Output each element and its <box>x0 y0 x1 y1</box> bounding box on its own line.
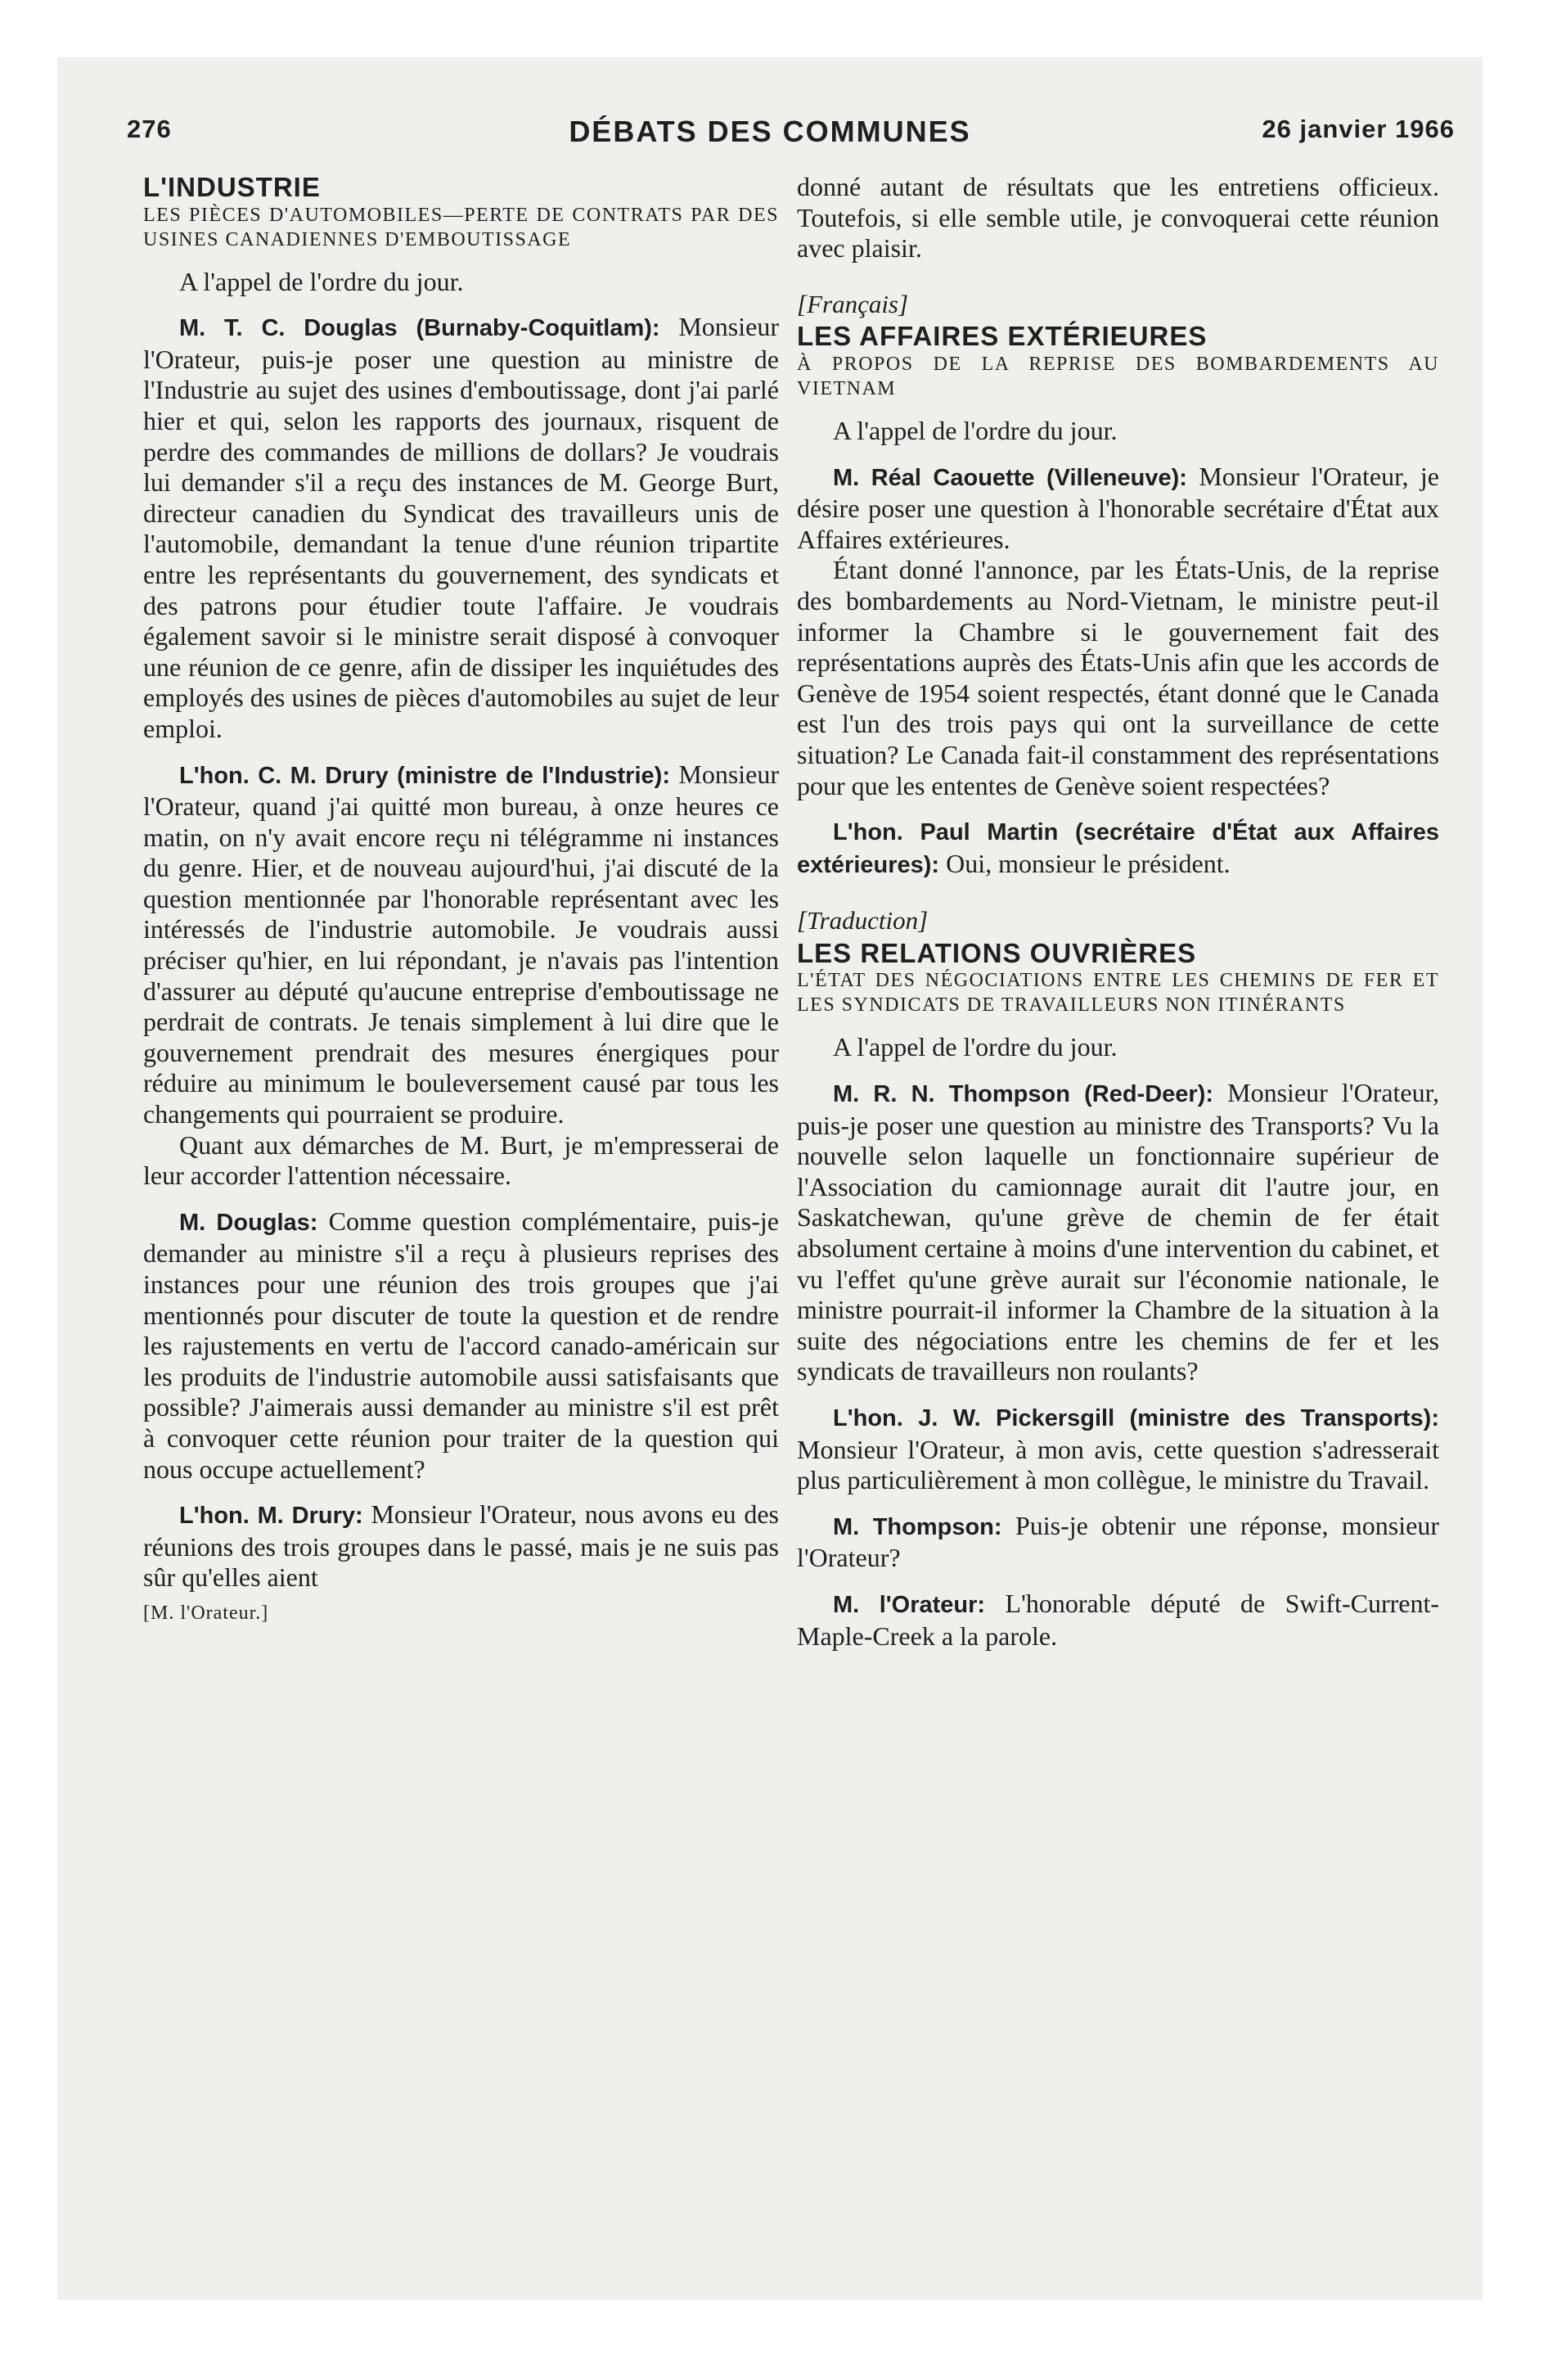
order-call: A l'appel de l'ordre du jour. <box>833 1032 1118 1062</box>
speaker-name: L'hon. Paul Martin (secrétaire d'État aux Affaires extérieures): <box>797 819 1439 878</box>
document-page <box>57 57 1483 2300</box>
speech-paragraph <box>797 1589 1439 1652</box>
speech-continuation: donné autant de résultats que les entretiens officieux. Toutefois, si elle semble utile, je convoquerai cette réunion avec plaisir. <box>797 172 1439 264</box>
speaker-name: L'hon. C. M. Drury (ministre de l'Industrie): <box>179 762 670 789</box>
speech-text: Monsieur l'Orateur, puis-je poser une question au ministre des Transports? Vu la nouvelle selon laquelle un fonctionnaire supérieur de l'Association du camionnage aurait dit l'autre jour, en Saskatchewan, qu'une grève de chemin de fer était absolument certaine à moins d'une intervention du cabinet, et vu l'effet qu'une grève aurait sur l'économie nationale, le ministre pourrait-il informer la Chambre de la situation à la suite des négociations entre les chemins de fer et les syndicats de travailleurs non roulants? <box>797 1078 1440 1386</box>
speaker-name: M. R. N. Thompson (Red-Deer): <box>833 1081 1214 1108</box>
speech-paragraph <box>143 1130 779 1192</box>
speech-text: Monsieur l'Orateur, je désire poser une question à l'honorable secrétaire d'État aux Affaires extérieures. <box>797 461 1439 554</box>
speaker-name: M. T. C. Douglas (Burnaby-Coquitlam): <box>179 315 660 342</box>
speaker-name: M. l'Orateur: <box>833 1591 986 1618</box>
speech-paragraph <box>143 312 779 744</box>
order-call: A l'appel de l'ordre du jour. <box>833 415 1118 445</box>
language-note: [Traduction] <box>797 906 929 935</box>
section-title: LES AFFAIRES EXTÉRIEURES <box>797 321 1208 352</box>
speech-text: Monsieur l'Orateur, nous avons eu des réunions des trois groupes dans le passé, mais je ne suis pas sûr qu'elles aient <box>143 1499 779 1593</box>
language-note: [Français] <box>797 289 909 318</box>
speech-paragraph <box>143 760 779 1130</box>
page-date: 26 janvier 1966 <box>1262 115 1455 143</box>
speech-text: Quant aux démarches de M. Burt, je m'empresserai de leur accorder l'attention nécessaire. <box>143 1129 779 1191</box>
section-subtitle: L'ÉTAT DES NÉGOCIATIONS ENTRE LES CHEMINS DE FER ET LES SYNDICATS DE TRAVAILLEURS NON ITINÉRANTS <box>797 970 1439 1016</box>
speech-text: Puis-je obtenir une réponse, monsieur l'Orateur? <box>797 1510 1440 1573</box>
speech-text: Étant donné l'annonce, par les États-Unis, de la reprise des bombardements au Nord-Vietnam, le ministre peut-il informer la Chambre si le gouvernement fait des représentations auprès des États-Unis afin que les accords de Genève de 1954 soient respectés, étant donné que le Canada est l'un des trois pays qui ont la surveillance de cette situation? Le Canada fait-il constamment des représentations pour que les ententes de Genève soient respectées? <box>797 555 1439 800</box>
speech-paragraph <box>797 816 1439 881</box>
left-column <box>143 172 779 1629</box>
speaker-name: M. Réal Caouette (Villeneuve): <box>833 464 1187 491</box>
speech-text: Monsieur l'Orateur, puis-je poser une question au ministre de l'Industrie au sujet des usines d'emboutissage, dont j'ai parlé hier et qui, selon les rapports des journaux, risquent de perdre des commandes de millions de dollars? Je voudrais lui demander s'il a reçu des instances de M. George Burt, directeur canadien du Syndicat des travailleurs unis de l'automobile, demandant la tenue d'une réunion tripartite entre les représentants du gouvernement, des syndicats et des patrons pour étudier toute l'affaire. Je voudrais également savoir si le ministre serait disposé à convoquer une réunion de ce genre, afin de dissiper les inquiétudes des employés des usines de pièces d'automobiles au sujet de leur emploi. <box>143 312 779 743</box>
right-column <box>797 172 1439 1652</box>
page-number: 276 <box>127 115 172 143</box>
speech-text: Comme question complémentaire, puis-je demander au ministre s'il a reçu à plusieurs reprises des instances pour une réunion des trois groupes que j'ai mentionnés pour discuter de toute la question et de rendre les rajustements en vertu de l'accord canado-américain sur les produits de l'industrie automobile aussi satisfaisants que possible? J'aimerais aussi demander au ministre s'il est prêt à convoquer cette réunion pour traiter de la question qui nous occupe actuellement? <box>143 1206 779 1484</box>
order-call: A l'appel de l'ordre du jour. <box>179 266 464 296</box>
speech-text: Monsieur l'Orateur, quand j'ai quitté mon bureau, à onze heures ce matin, on n'y avait encore reçu ni télégramme ni instances du genre. Hier, et de nouveau aujourd'hui, j'ai discuté de la question mentionnée par l'honorable représentant avec les intéressés de l'industrie automobile. Je voudrais aussi préciser qu'hier, en lui répondant, je n'avais pas l'intention d'assurer au député qu'aucune entreprise d'emboutissage ne perdrait de contrats. Je tenais simplement à lui dire que le gouvernement prendrait des mesures énergiques pour réduire au minimum le bouleversement causé par tous les changements qui pourraient se produire. <box>143 759 780 1129</box>
speech-paragraph <box>797 555 1439 801</box>
speech-text: L'honorable député de Swift-Current-Maple-Creek a la parole. <box>797 1588 1439 1651</box>
speaker-name: M. Douglas: <box>179 1209 318 1236</box>
section-subtitle: À PROPOS DE LA REPRISE DES BOMBARDEMENTS AU VIETNAM <box>797 353 1439 399</box>
speech-paragraph <box>797 1402 1439 1496</box>
section-title: L'INDUSTRIE <box>143 172 321 202</box>
section-subtitle: LES PIÈCES D'AUTOMOBILES—PERTE DE CONTRATS PAR DES USINES CANADIENNES D'EMBOUTISSAGE <box>143 204 779 250</box>
speaker-name: M. Thompson: <box>833 1513 1002 1540</box>
speech-text: Monsieur l'Orateur, à mon avis, cette question s'adresserait plus particulièrement à mon collègue, le ministre du Travail. <box>797 1434 1439 1495</box>
speech-paragraph <box>797 462 1439 556</box>
speech-paragraph <box>143 1206 779 1485</box>
speaker-name: L'hon. J. W. Pickersgill (ministre des Transports): <box>833 1405 1439 1431</box>
speaker-name: L'hon. M. Drury: <box>179 1503 363 1530</box>
speech-paragraph <box>797 1511 1439 1574</box>
speech-paragraph <box>143 1499 779 1593</box>
section-title: LES RELATIONS OUVRIÈRES <box>797 937 1197 968</box>
running-title: DÉBATS DES COMMUNES <box>569 115 971 148</box>
footer-note: [M. l'Orateur.] <box>143 1602 269 1624</box>
speech-paragraph <box>797 1078 1439 1387</box>
speech-text: Oui, monsieur le président. <box>946 848 1231 878</box>
